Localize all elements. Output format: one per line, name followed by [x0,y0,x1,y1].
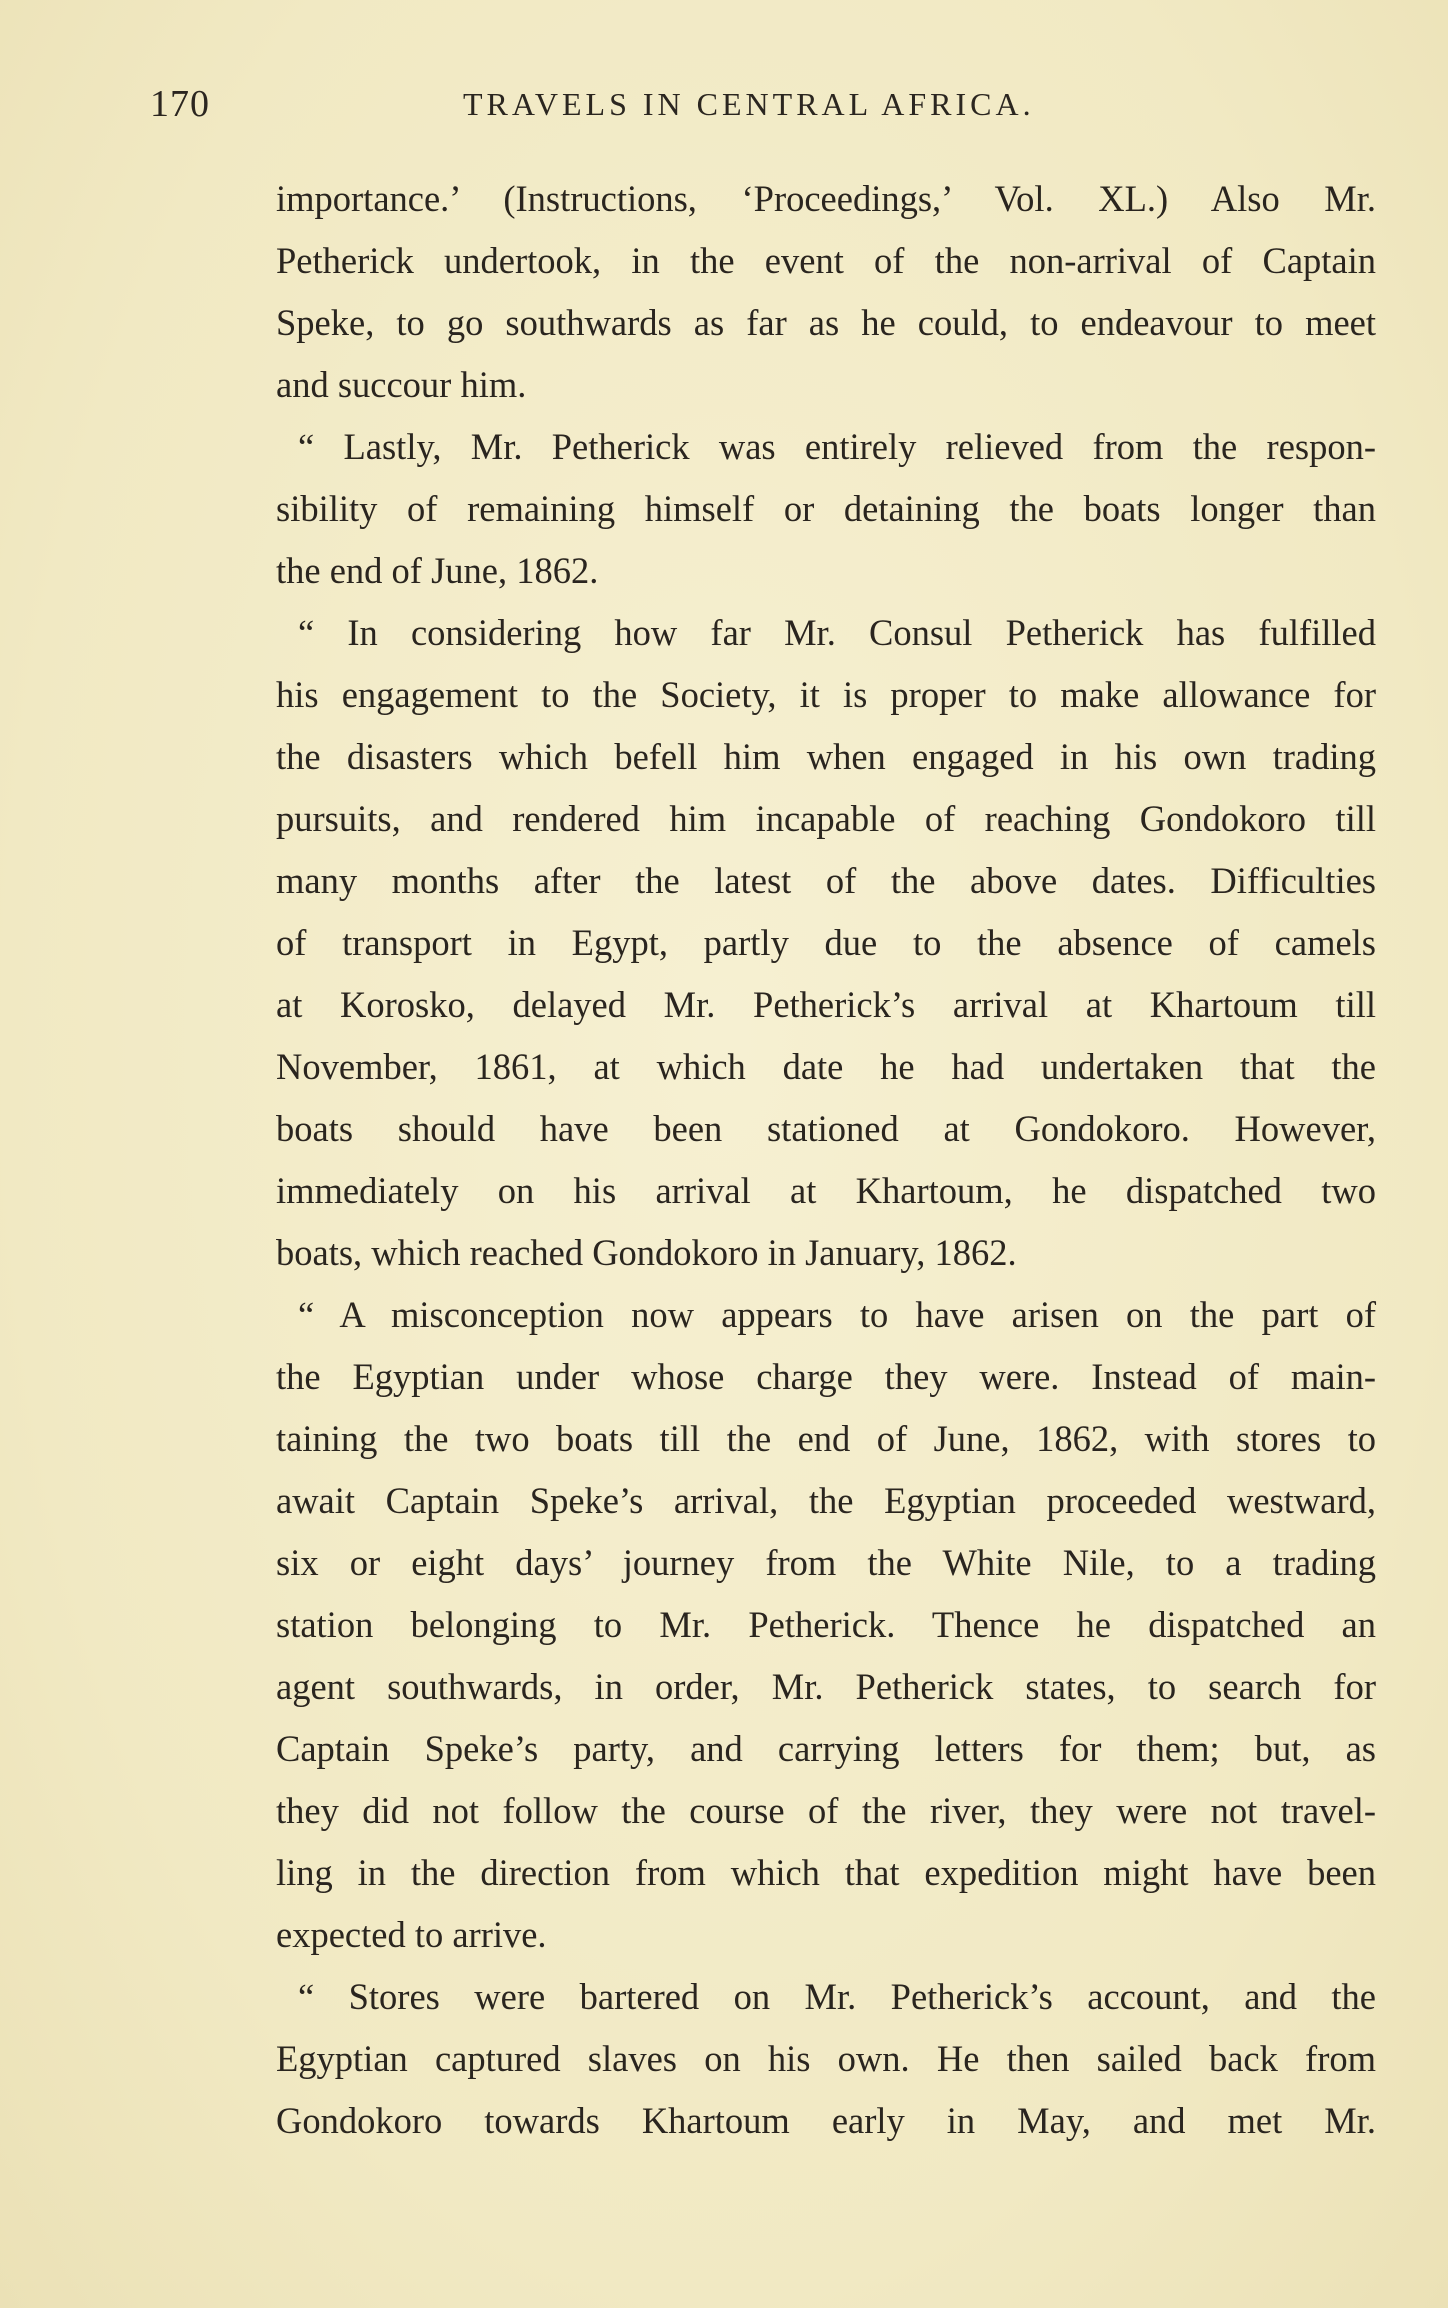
text-line: pursuits, and rendered him incapable of reaching Gondokoro till [276,798,1376,839]
text-line: the disasters which befell him when engaged in his own trading [276,736,1376,777]
text-line: Gondokoro towards Khartoum early in May, and met Mr. [276,2100,1376,2141]
text-line: “ Stores were bartered on Mr. Petherick’s account, and the [298,1976,1376,2017]
text-line: at Korosko, delayed Mr. Petherick’s arrival at Khartoum till [276,984,1376,1025]
text-line: importance.’ (Instructions, ‘Proceedings,’ Vol. XL.) Also Mr. [276,178,1376,219]
text-line: station belonging to Mr. Petherick. Thence he dispatched an [276,1604,1376,1645]
text-line: agent southwards, in order, Mr. Petherick states, to search for [276,1666,1376,1707]
text-line: six or eight days’ journey from the White Nile, to a trading [276,1542,1376,1583]
body-text [276,168,1376,2152]
text-line: await Captain Speke’s arrival, the Egyptian proceeded westward, [276,1480,1376,1521]
text-line: “ In considering how far Mr. Consul Petherick has fulfilled [298,612,1376,653]
text-line: expected to arrive. [276,1914,547,1955]
text-line: immediately on his arrival at Khartoum, he dispatched two [276,1170,1376,1211]
text-line: boats should have been stationed at Gondokoro. However, [276,1108,1376,1149]
text-line: Petherick undertook, in the event of the non-arrival of Captain [276,240,1376,281]
text-line: boats, which reached Gondokoro in January, 1862. [276,1232,1017,1273]
text-line: “ A misconception now appears to have arisen on the part of [298,1294,1376,1335]
text-line: sibility of remaining himself or detaining the boats longer than [276,488,1376,529]
text-line: Speke, to go southwards as far as he could, to endeavour to meet [276,302,1376,343]
running-title: TRAVELS IN CENTRAL AFRICA. [463,86,1035,122]
text-line: Egyptian captured slaves on his own. He then sailed back from [276,2038,1376,2079]
text-line: taining the two boats till the end of June, 1862, with stores to [276,1418,1376,1459]
text-line: many months after the latest of the above dates. Difficulties [276,860,1376,901]
text-line: and succour him. [276,364,527,405]
text-line: they did not follow the course of the river, they were not travel- [276,1790,1376,1831]
text-line: of transport in Egypt, partly due to the absence of camels [276,922,1376,963]
text-line: the end of June, 1862. [276,550,599,591]
text-line: his engagement to the Society, it is proper to make allowance for [276,674,1376,715]
text-line: November, 1861, at which date he had undertaken that the [276,1046,1376,1087]
page-number: 170 [150,83,210,125]
text-line: the Egyptian under whose charge they were. Instead of main- [276,1356,1376,1397]
text-line: ling in the direction from which that expedition might have been [276,1852,1376,1893]
text-line: Captain Speke’s party, and carrying letters for them; but, as [276,1728,1376,1769]
text-line: “ Lastly, Mr. Petherick was entirely relieved from the respon- [298,426,1376,467]
running-head [150,82,1380,142]
